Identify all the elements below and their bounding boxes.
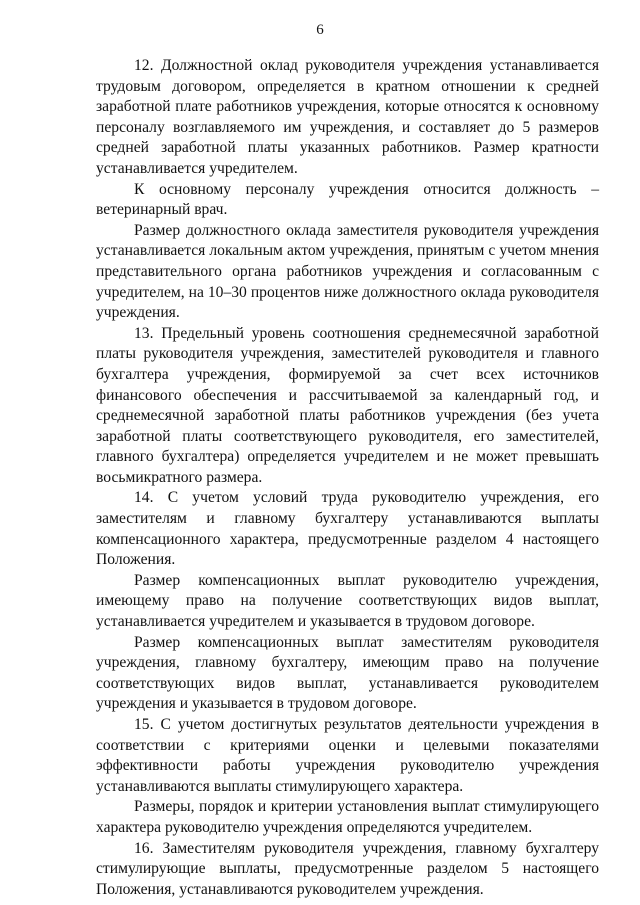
- paragraph-incentive-criteria: Размеры, порядок и критерии установления выплат стимулирующего характера руководителю учреждения определяются учредителем.: [96, 798, 599, 836]
- paragraph-16-deputy-incentives: 16. Заместителям руководителя учреждения, главному бухгалтеру стимулирующие выплаты, предусмотренные разделом 5 настоящего Положения, устанавливаются руководителем учреждения.: [96, 839, 599, 898]
- paragraph-main-staff: К основному персоналу учреждения относится должность – ветеринарный врач.: [96, 180, 599, 219]
- paragraph-deputy-salary: Размер должностного оклада заместителя руководителя учреждения устанавливается локальным актом учреждения, принятым с учетом мнения представительного органа работников учреждения и согласованным с учредителем, на 10–30 процентов ниже должностного оклада руководителя учреждения.: [96, 221, 599, 322]
- paragraph-13-ratio-limit: 13. Предельный уровень соотношения среднемесячной заработной платы руководителя учреждения, заместителей руководителя и главного бухгалтера учреждения, формируемой за счет всех источников финансового обеспечения и рассчитываемой за календарный год, и среднемесячной заработной платы работников учреждения (без учета заработной платы соответствующего руководителя, его заместителей, главного бухгалтера) определяется учредителем и не может превышать восьмикратного размера.: [96, 324, 599, 486]
- paragraph-12-salary: 12. Должностной оклад руководителя учреждения устанавливается трудовым договором, определяется в кратном отношении к средней заработной плате работников учреждения, которые относятся к основному персоналу возглавляемого им учреждения, и составляет до 5 размеров средней заработной платы указанных работников. Размер кратности устанавливается учредителем.: [96, 57, 599, 177]
- page-number: 6: [316, 22, 324, 38]
- paragraph-head-compensation: Размер компенсационных выплат руководителю учреждения, имеющему право на получение соответствующих видов выплат, устанавливается учредителем и указывается в трудовом договоре.: [96, 571, 599, 631]
- document-body: [96, 56, 599, 900]
- paragraph-14-compensation: 14. С учетом условий труда руководителю учреждения, его заместителям и главному бухгалтеру устанавливаются выплаты компенсационного характера, предусмотренные разделом 4 настоящего Положения.: [96, 489, 599, 569]
- paragraph-15-incentives: 15. С учетом достигнутых результатов деятельности учреждения в соответствии с критериями оценки и целевыми показателями эффективности работы учреждения руководителю учреждения устанавливаются выплаты стимулирующего характера.: [96, 716, 599, 795]
- paragraph-deputy-compensation: Размер компенсационных выплат заместителям руководителя учреждения, главному бухгалтеру, имеющим право на получение соответствующих видов выплат, устанавливается руководителем учреждения и указывается в трудовом договоре.: [96, 633, 599, 713]
